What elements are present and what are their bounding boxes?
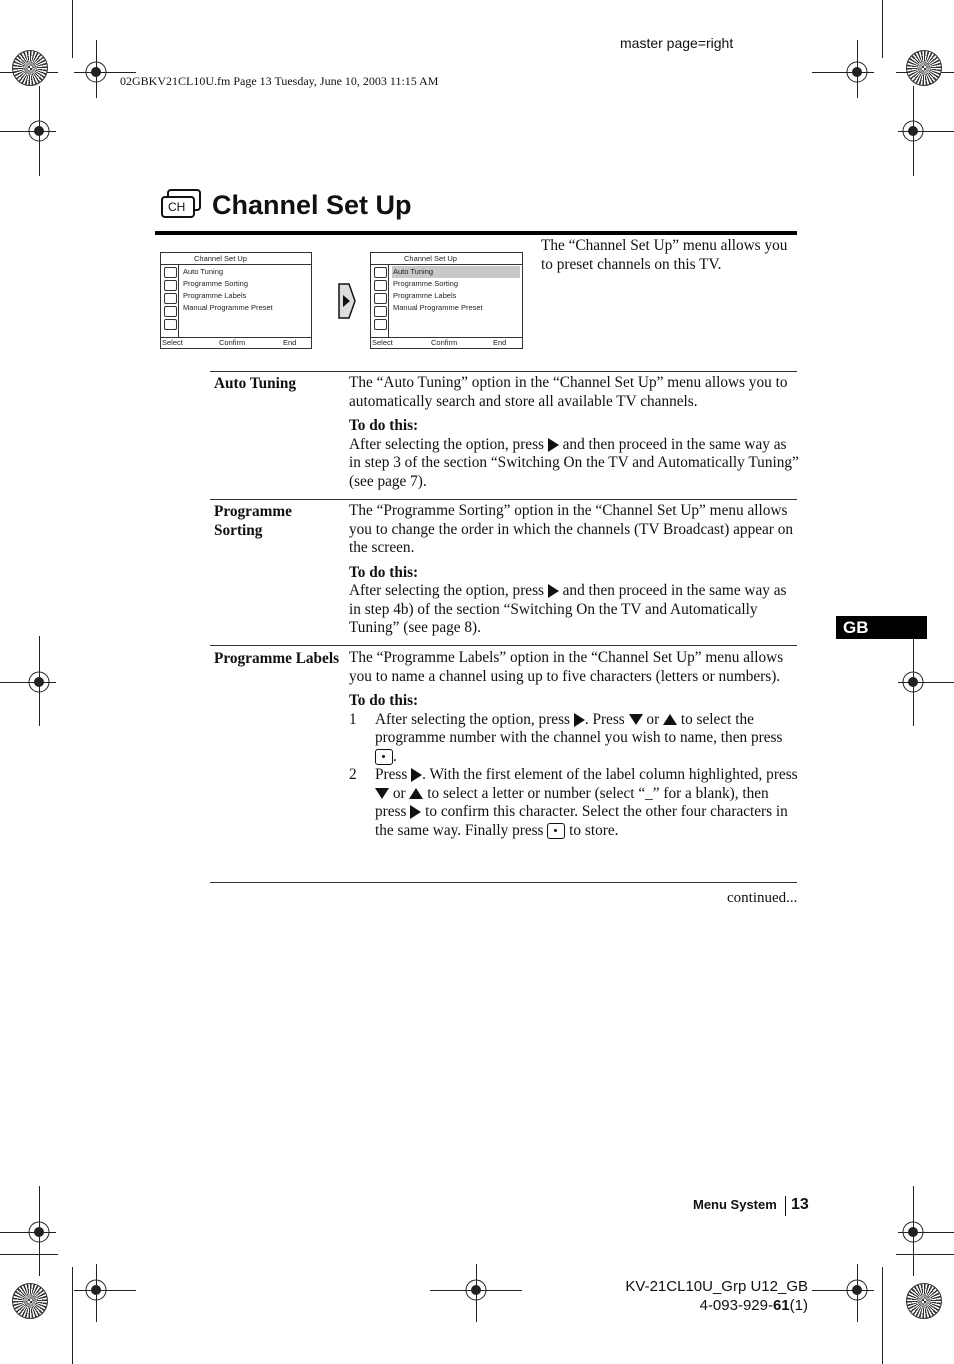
description: The “Programme Labels” option in the “Channel Set Up” menu allows you to name a channel using up to five characters (letters or numbers).: [349, 649, 784, 685]
ch-icon-text: CH: [168, 200, 186, 214]
master-page-label: master page=right: [620, 35, 734, 51]
registration-mark-icon: [898, 1217, 928, 1247]
row-divider: [210, 645, 797, 646]
row-divider: [210, 499, 797, 500]
part-number-prefix: 4-093-929-: [699, 1297, 773, 1314]
color-rosette-icon: [12, 50, 48, 86]
registration-mark-icon: [898, 667, 928, 697]
step-text: or: [646, 710, 660, 728]
step-number: 1: [349, 710, 357, 728]
step-text: to confirm this character. Select the other four characters in the same way. Finally press: [375, 803, 788, 839]
registration-mark-icon: [81, 57, 111, 87]
row-divider: [210, 882, 797, 883]
row-divider: [210, 371, 797, 372]
desc-programme-sorting: [349, 502, 799, 638]
menu-item: Manual Programme Preset: [183, 303, 273, 312]
step-text: .: [393, 747, 397, 765]
title-rule: [155, 231, 797, 235]
right-arrow-icon: [548, 438, 559, 452]
intro-text: The “Channel Set Up” menu allows you to preset channels on this TV.: [541, 237, 788, 273]
up-arrow-icon: [409, 788, 423, 799]
model-line: KV-21CL10U_Grp U12_GB: [625, 1278, 808, 1295]
menu-footer-select: Select: [372, 338, 393, 347]
language-tab: GB: [836, 616, 927, 639]
description: The “Programme Sorting” option in the “Channel Set Up” menu allows you to change the order in which the channels (TV Broadcast) appear on the screen.: [349, 502, 794, 556]
registration-mark-icon: [24, 116, 54, 146]
ok-button-icon: [547, 823, 565, 839]
right-arrow-button-icon: [337, 282, 357, 320]
menu-footer-confirm: Confirm: [219, 338, 246, 347]
step-number: 2: [349, 766, 357, 783]
step-text: Press: [375, 766, 408, 783]
step-text: to select a letter or number (select “_” for a blank), then press: [375, 784, 769, 820]
menu-item: Auto Tuning: [183, 267, 224, 276]
registration-mark-icon: [898, 116, 928, 146]
todo-label: To do this:: [349, 563, 419, 581]
color-rosette-icon: [906, 50, 942, 86]
footer-section: Menu System: [693, 1197, 777, 1212]
menu-screen-before: [160, 252, 312, 349]
todo-text: After selecting the option, press: [349, 582, 544, 599]
menu-item: Programme Sorting: [393, 279, 459, 288]
menu-title: Channel Set Up: [404, 254, 457, 263]
page-number: 13: [791, 1196, 809, 1213]
term-programme-sorting: Programme Sorting: [214, 503, 292, 539]
step-text: After selecting the option, press: [375, 710, 570, 728]
todo-text: and then proceed in the same way as in step 3 of the section “Switching On the TV and Automatically Tuning” (see page 7).: [349, 435, 799, 490]
registration-mark-icon: [461, 1275, 491, 1305]
todo-label: To do this:: [349, 417, 419, 434]
step-text: . With the first element of the label column highlighted, press: [422, 766, 798, 783]
menu-item: Programme Sorting: [183, 279, 249, 288]
color-rosette-icon: [12, 1283, 48, 1319]
footer-divider: [785, 1196, 786, 1216]
continued-label: continued...: [727, 890, 798, 906]
page-title: Channel Set Up: [212, 190, 412, 220]
registration-mark-icon: [24, 1217, 54, 1247]
part-number-suffix: (1): [789, 1297, 808, 1314]
right-arrow-icon: [410, 805, 421, 819]
menu-item-highlighted: Auto Tuning: [392, 266, 520, 278]
ok-button-icon: [375, 749, 393, 765]
down-arrow-icon: [629, 714, 643, 725]
model-info: [625, 1277, 808, 1315]
right-arrow-icon: [411, 768, 422, 782]
registration-mark-icon: [24, 667, 54, 697]
menu-footer-confirm: Confirm: [431, 338, 458, 347]
menu-item: Programme Labels: [393, 291, 457, 300]
step-item: [349, 766, 799, 840]
todo-text: After selecting the option, press: [349, 435, 544, 453]
todo-label: To do this:: [349, 692, 419, 709]
step-text: or: [392, 784, 406, 802]
right-arrow-icon: [574, 713, 585, 727]
description: The “Auto Tuning” option in the “Channel Set Up” menu allows you to automatically search and store all available TV channels.: [349, 374, 788, 410]
todo-text: and then proceed in the same way as in step 4b) of the section “Switching On the TV and Automatically Tuning” (see page 8).: [349, 582, 787, 636]
registration-mark-icon: [842, 1275, 872, 1305]
menu-title: Channel Set Up: [194, 254, 247, 263]
menu-footer-select: Select: [162, 338, 183, 347]
step-text: to select the programme number with the channel you wish to name, then press: [375, 710, 783, 746]
step-text: . Press: [584, 710, 625, 728]
term-programme-labels: Programme Labels: [214, 650, 340, 667]
menu-footer-end: End: [283, 338, 297, 347]
registration-mark-icon: [81, 1275, 111, 1305]
menu-screen-after: [370, 252, 523, 349]
print-header: 02GBKV21CL10U.fm Page 13 Tuesday, June 10, 2003 11:15 AM: [120, 74, 439, 88]
step-text: to store.: [569, 821, 619, 839]
menu-item: Programme Labels: [183, 291, 247, 300]
menu-item: Manual Programme Preset: [393, 303, 483, 312]
desc-programme-labels: [349, 649, 799, 840]
menu-icon-column: [371, 265, 389, 337]
menu-footer-end: End: [493, 338, 507, 347]
registration-mark-icon: [842, 57, 872, 87]
part-number: [625, 1296, 808, 1315]
ch-icon: [160, 188, 202, 225]
right-arrow-icon: [548, 584, 559, 598]
term-auto-tuning: Auto Tuning: [214, 375, 297, 392]
part-number-bold: 61: [772, 1297, 790, 1314]
desc-auto-tuning: [349, 374, 799, 491]
menu-icon-column: [161, 265, 179, 337]
up-arrow-icon: [663, 714, 677, 725]
down-arrow-icon: [375, 788, 389, 799]
color-rosette-icon: [906, 1283, 942, 1319]
step-item: [349, 711, 799, 767]
